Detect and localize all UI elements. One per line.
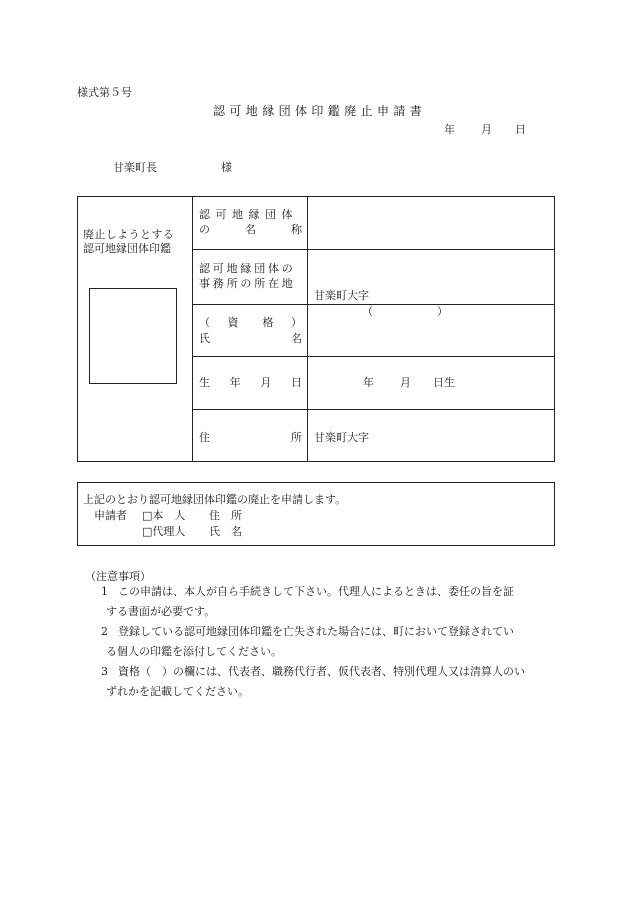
note-number: 3 <box>101 665 108 678</box>
applicant-address-label: 住 所 <box>209 509 242 522</box>
seal-label-line1: 廃止しようとする <box>83 228 175 241</box>
declaration-box <box>77 482 555 546</box>
qualification-value-close[interactable]: ） <box>437 305 448 318</box>
applicant-name-label: 氏 名 <box>209 525 242 538</box>
note-number: 2 <box>101 625 108 638</box>
org-address-label-line2: 事務所の所在地 <box>199 277 296 290</box>
qualification-close-paren: ） <box>291 316 302 329</box>
note-text-line2: ずれかを記載してください。 <box>106 685 249 698</box>
name-label <box>199 332 302 346</box>
birthdate-label-char: 月 <box>260 376 272 389</box>
qualification-label <box>199 316 302 330</box>
qualification-value-open[interactable]: （ <box>362 305 373 318</box>
date-month-label: 月 <box>481 123 492 136</box>
address-label <box>199 431 302 445</box>
note-text-line2: る個人の印鑑を添付してください。 <box>106 645 282 658</box>
birthdate-label-char: 生 <box>199 376 210 389</box>
org-address-label-line1: 認可地縁団体の <box>199 262 296 275</box>
option-self-checkbox[interactable]: □本 人 <box>142 509 186 522</box>
note-text-line1: 登録している認可地縁団体印鑑を亡失された場合には、町において登録されてい <box>118 625 514 638</box>
address-label-char: 住 <box>199 431 210 444</box>
org-name-field[interactable] <box>310 199 552 247</box>
application-form-table <box>77 196 555 462</box>
birth-day[interactable]: 日生 <box>433 376 455 389</box>
form-number: 様式第５号 <box>77 86 132 99</box>
applicant-label: 申請者 <box>94 509 127 522</box>
declaration-text: 上記のとおり認可地縁団体印鑑の廃止を申請します。 <box>83 493 347 506</box>
org-name-label-part1: 認可地縁団体 <box>199 208 298 221</box>
name-label-char: 氏 <box>199 332 210 345</box>
birthdate-label <box>199 376 302 390</box>
seal-label-line2: 認可地縁団体印鑑 <box>83 242 171 255</box>
org-address-value[interactable]: 甘楽町大字 <box>314 289 369 302</box>
org-name-label-char: 名 <box>245 223 256 236</box>
org-name-label-char: 称 <box>291 223 302 236</box>
qualification-open-paren: （ <box>199 316 210 329</box>
date-year-label: 年 <box>444 123 455 136</box>
org-name-label-part2 <box>199 223 302 237</box>
addressee: 甘楽町長 <box>113 161 157 174</box>
date-day-label: 日 <box>515 123 526 136</box>
birth-year[interactable]: 年 <box>363 376 374 389</box>
qualification-label-char: 格 <box>262 316 274 329</box>
name-label-char: 名 <box>291 332 302 345</box>
honorific: 様 <box>221 161 232 174</box>
document-title: 認可地縁団体印鑑廃止申請書 <box>213 104 427 118</box>
notes-heading: （注意事項） <box>85 570 151 583</box>
note-number: 1 <box>101 585 108 598</box>
org-name-label-char: の <box>199 223 210 236</box>
address-label-char: 所 <box>291 431 302 444</box>
birthdate-label-char: 日 <box>290 376 302 389</box>
qualification-label-char: 資 <box>227 316 239 329</box>
note-text-line1: 資格（ ）の欄には、代表者、職務代行者、仮代表者、特別代理人又は清算人のい <box>118 665 525 678</box>
address-value[interactable]: 甘楽町大字 <box>314 431 369 444</box>
note-text-line1: この申請は、本人が自ら手続きして下さい。代理人によるときは、委任の旨を証 <box>118 585 514 598</box>
option-agent-checkbox[interactable]: □代理人 <box>142 525 186 538</box>
qualification-text <box>228 316 274 330</box>
note-text-line2: する書面が必要です。 <box>106 605 216 618</box>
seal-impression-box <box>89 288 177 384</box>
birthdate-label-char: 年 <box>229 376 241 389</box>
birth-month[interactable]: 月 <box>400 376 411 389</box>
